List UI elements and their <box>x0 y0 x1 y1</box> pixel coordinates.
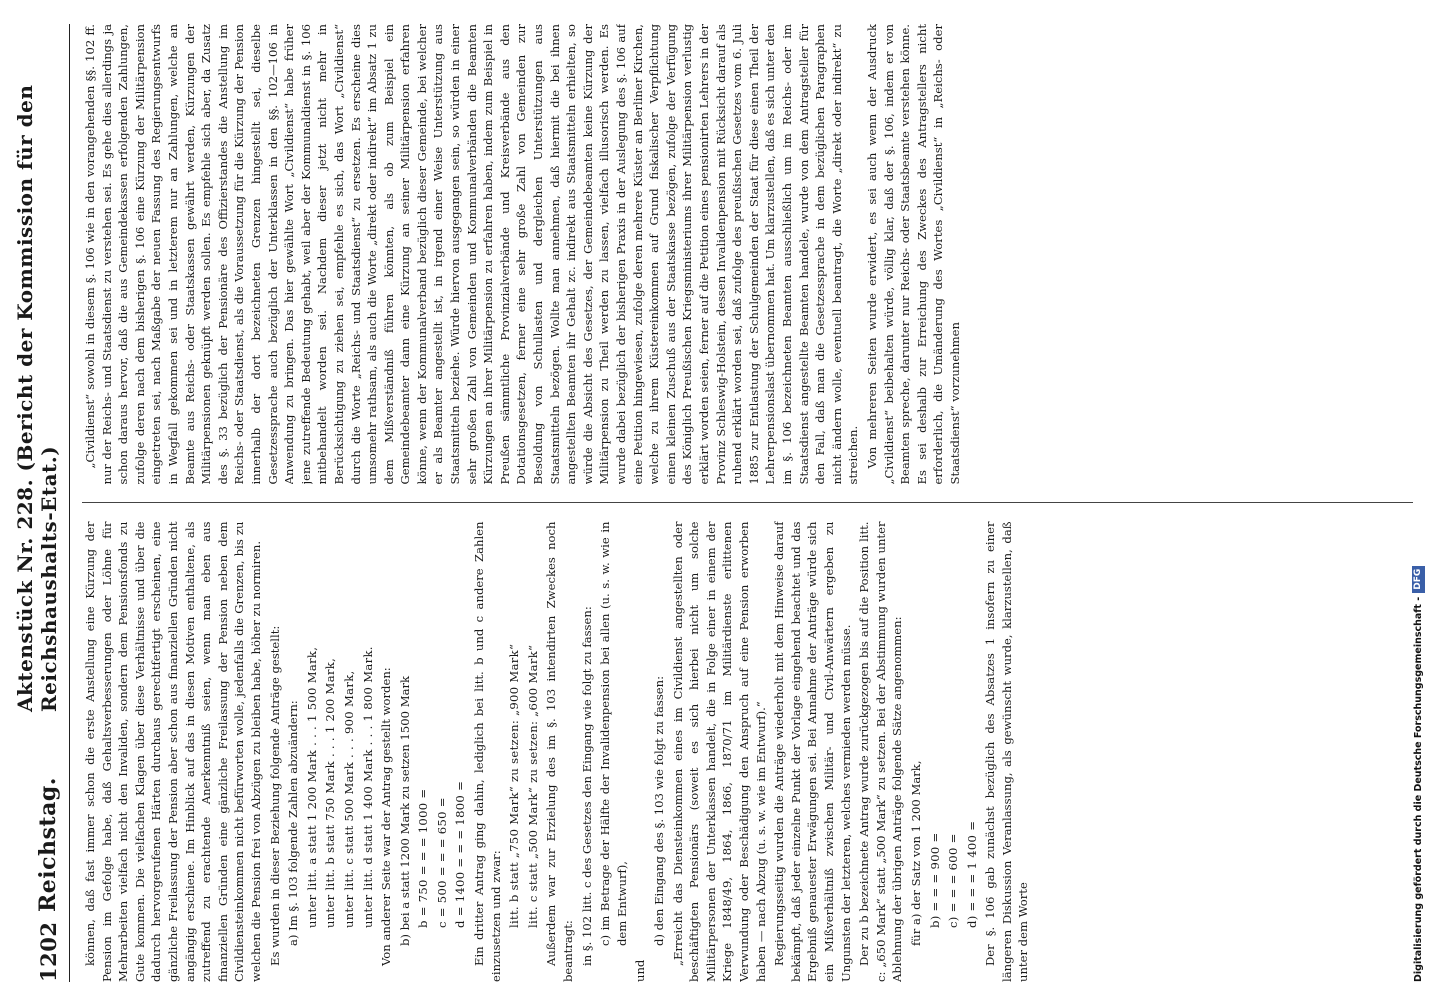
paragraph: Außerdem war zur Erzielung des im §. 103 intendirten Zweckes noch beantragt: <box>544 521 576 982</box>
paragraph: Ein dritter Antrag ging dahin, lediglich bei litt. b und c andere Zahlen einzusetzen und zwar: <box>472 521 503 982</box>
paragraph: unter litt. a statt 1 200 Mark . . . 1 500 Mark, <box>304 646 319 928</box>
paragraph: Der §. 106 gab zunächst bezüglich des Absatzes 1 insofern zu einer längeren Diskussion Veranlassung, als gewünscht wurde, klarzustellen, daß unter dem Worte <box>983 521 1031 982</box>
paragraph: b) = = = 900 = <box>927 832 942 928</box>
paragraph: b) bei a statt 1200 Mark zu setzen 1500 Mark <box>397 675 412 946</box>
paragraph: Regierungsseitig wurden die Anträge wiederholt mit dem Hinweise darauf bekämpft, daß jeder einzelne Punkt der Vorlage eingehend beachtet und das Ergebniß genauester Erwägungen sei. Bei Annahme der Anträge würde sich ein Mißverhältniß zwischen Militär- und Civil-Anwärtern ergeben zu Ungunsten der letzteren, welches vermieden werden müsse. <box>772 521 853 982</box>
paragraph: litt. c statt „500 Mark“ zu setzen: „600 Mark“ <box>525 644 540 928</box>
paragraph: für a) der Satz von 1 200 Mark, <box>908 760 923 946</box>
paragraph: c) = = = 600 = <box>946 833 961 928</box>
column-divider <box>82 503 1413 504</box>
credit-text: Digitalisierung gefördert durch die Deutsche Forschungsgemeinschaft - <box>1412 596 1424 982</box>
paragraph: Von anderer Seite war der Antrag gestellt worden: <box>379 667 394 966</box>
left-column <box>82 522 1413 983</box>
right-column <box>82 24 1413 485</box>
paragraph: c) im Betrage der Hälfte der Invalidenpension bei allen (u. s. w. wie in dem Entwurf), <box>598 521 629 946</box>
paragraph: „Civildienst“ sowohl in diesem §. 106 wie in den vorangehenden §§. 102 ff. nur der Reichs- und Staatsdienst zu verstehen sei. Es gehe dies allerdings ja schon daraus hervor, daß die aus Gemeindekassen erfolgenden Zahlungen, zufolge deren nach dem bisherigen §. 106 eine Kürzung der Militärpension eingetreten sei, nach Maßgabe der neuen Fassung des Regierungsentwurfs in Wegfall gekommen sei und in letzterem nur an Zahlungen, welche an Beamte aus Reichs- oder Staatskassen gewährt werden, Kürzungen der Militärpensionen geknüpft werden sollen. Es empfehle sich aber, da Zusatz des §. 33 bezüglich der Pensionäre des Offizierstandes die Anstellung im Reichs- oder Staatsdienst, als die Voraussetzung für die Kürzung der Pension innerhalb der dort bezeichneten Grenzen hingestellt sei, dieselbe Gesetzessprache auch bezüglich der Unterklassen in den §§. 102—106 in Anwendung zu bringen. Das hier gewählte Wort „Civildienst“ habe früher jene zutreffende Bedeutung gehabt, weil aber der Kommunaldienst in §. 106 mitbehandelt worden sei. Nachdem dieser jetzt nicht mehr in Berücksichtigung zu ziehen sei, empfehle es sich, das Wort „Civildienst“ durch die Worte „Reichs- und Staatsdienst“ zu ersetzen. Es erscheine dies umsomehr rathsam, als auch die Worte „direkt oder indirekt“ im Absatz 1 zu dem Mißverständniß führen könnten, als ob zum Beispiel ein Gemeindebeamter dann eine Kürzung an seiner Militärpension erfahren könne, wenn der Kommunalverband bezüglich dieser Gemeinde, bei welcher er als Beamter angestellt ist, in irgend einer Weise Unterstützung aus Staatsmitteln beziehe. Würde hiervon ausgegangen sein, so würden in einer sehr großen Zahl von Gemeinden und Kommunalverbänden die Beamten Kürzungen an ihrer Militärpension zu erfahren haben, indem zum Beispiel in Preußen sämmtliche Provinzialverbände und Kreisverbände aus den Dotationsgesetzen, ferner eine sehr große Zahl von Gemeinden zur Besoldung von Schullasten und dergleichen Unterstützungen aus Staatsmitteln bezögen. Wollte man annehmen, daß hiermit die bei ihnen angestellten Beamten ihr Gehalt zc. indirekt aus Staatsmitteln erhielten, so würde die Absicht des Gesetzes, der Gemeindebeamten keine Kürzung der Militärpension zu Theil werden zu lassen, vielfach illusorisch werden. Es wurde dabei bezüglich der bisherigen Praxis in der Auslegung des §. 106 auf eine Petition hingewiesen, zufolge deren mehrere Küster an Berliner Kirchen, welche zu ihrem Küstereinkommen auf Grund fiskalischer Verpflichtung einen kleinen Zuschuß aus der Staatskasse bezögen, zufolge der Verfügung des Königlich Preußischen Kriegsministeriums ihrer Militärpension verlustig erklärt worden seien, ferner auf die Petition eines pensionirten Lehrers in der Provinz Schleswig-Holstein, dessen Invalidenpension mit Rücksicht darauf als ruhend erklärt worden sei, daß zufolge des preußischen Gesetzes vom 6. Juli 1885 zur Entlastung der Schulgemeinden der Staat für diese einen Theil der Lehrerpensionslast übernommen hat. Um klarzustellen, daß es sich unter den im §. 106 bezeichneten Beamten ausschließlich um im Reichs- oder im Staatsdienst angestellte Beamten handele, wurde von dem Antragsteller für den Fall, daß man die Gesetzessprache in dem bezüglichen Paragraphen nicht ändern wolle, eventuell beantragt, die Worte „direkt oder indirekt“ zu streichen. <box>83 24 861 485</box>
paragraph: Von mehreren Seiten wurde erwidert, es sei auch wenn der Ausdruck „Civildienst“ beibehalten würde, völlig klar, daß der §. 106, indem er von Beamten spreche, darunter nur Reichs- oder Staatsbeamte verstehen könne. Es sei deshalb zur Erreichung des Zweckes des Antragstellers nicht erforderlich, die Umänderung des Wortes „Civildienst“ in „Reichs- oder Staatsdienst“ vorzunehmen <box>864 24 962 485</box>
paragraph: „Erreicht das Diensteinkommen eines im Civildienst angestellten oder beschäftigten Pensionärs (soweit es sich hierbei nicht um solche Militärpersonen der Unterklassen handelt, die in Folge einer in einem der Kriege 1848/49, 1864, 1866, 1870/71 im Militärdienste erlittenen Verwundung oder Beschädigung den Anspruch auf eine Pension erworben haben — nach Abzug (u. s. w. wie im Entwurf).“ <box>670 521 768 982</box>
dfg-logo: DFG <box>1412 566 1425 593</box>
paragraph: Der zu b bezeichnete Antrag wurde zurückgezogen bis auf die Position litt. c: „650 Mark“ statt „500 Mark“ zu setzen. Bei der Abstimmung wurden unter Ablehnung der übrigen Anträge folgende Sätze angenommen: <box>857 521 905 982</box>
running-head <box>13 24 70 982</box>
paragraph: in §. 102 litt. c des Gesetzes den Eingang wie folgt zu fassen: <box>579 606 594 966</box>
paragraph: d) den Eingang des §. 103 wie folgt zu fassen: <box>652 675 666 946</box>
paragraph: unter litt. c statt 500 Mark . . . 900 Mark, <box>341 670 356 928</box>
running-head-left: Reichstag. <box>35 777 61 912</box>
paragraph: a) Im §. 103 folgende Zahlen abzuändern: <box>286 700 301 946</box>
page-number: 1202 <box>36 921 61 982</box>
paragraph: c = 500 = = = 650 = <box>434 797 449 928</box>
paragraph: litt. b statt „750 Mark“ zu setzen: „900 Mark“ <box>507 643 522 928</box>
paragraph: d) = = = 1 400 = <box>964 820 979 928</box>
paragraph: unter litt. d statt 1 400 Mark . . . 1 800 Mark. <box>360 646 375 928</box>
paragraph: b = 750 = = = 1000 = <box>416 788 431 928</box>
paragraph: können, daß fast immer schon die erste Anstellung eine Kürzung der Pension im Gefolge habe, daß Gehaltsverbesserungen oder Löhne für Mehrarbeiten vielfach nicht den Invaliden, sondern dem Pensionsfonds zu Gute kommen. Die vielfachen Klagen über diese Verhältnisse und über die dadurch hervorgerufenen Härten durchaus gerechtfertigt erscheinen, eine gänzliche Freilassung der Pension aber schon aus finanziellen Gründen nicht angängig erschiene. Im Hinblick auf das in diesen Motiven enthaltene, als zutreffend zu erachtende Anerkenntniß seien, wenn man eben aus finanziellen Gründen eine gänzliche Freilassung der Pension neben dem Civildiensteinkommen nicht befürworten wolle, jedenfalls die Grenzen, bis zu welchen die Pension frei von Abzügen zu bleiben habe, höher zu normiren. <box>83 521 263 982</box>
text-columns <box>82 24 1413 982</box>
running-head-right: Aktenstück Nr. 228. (Bericht der Kommission für den Reichshaushalts-Etat.) <box>13 84 61 712</box>
digitization-credit <box>1410 18 1430 982</box>
paragraph: Es wurden in dieser Beziehung folgende Anträge gestellt: <box>267 625 282 966</box>
paragraph: d = 1400 = = = 1800 = <box>453 780 468 928</box>
paragraph: unter litt. b statt 750 Mark . . . 1 200 Mark, <box>323 657 338 928</box>
paragraph: und <box>633 959 648 982</box>
page-content <box>13 24 1413 982</box>
